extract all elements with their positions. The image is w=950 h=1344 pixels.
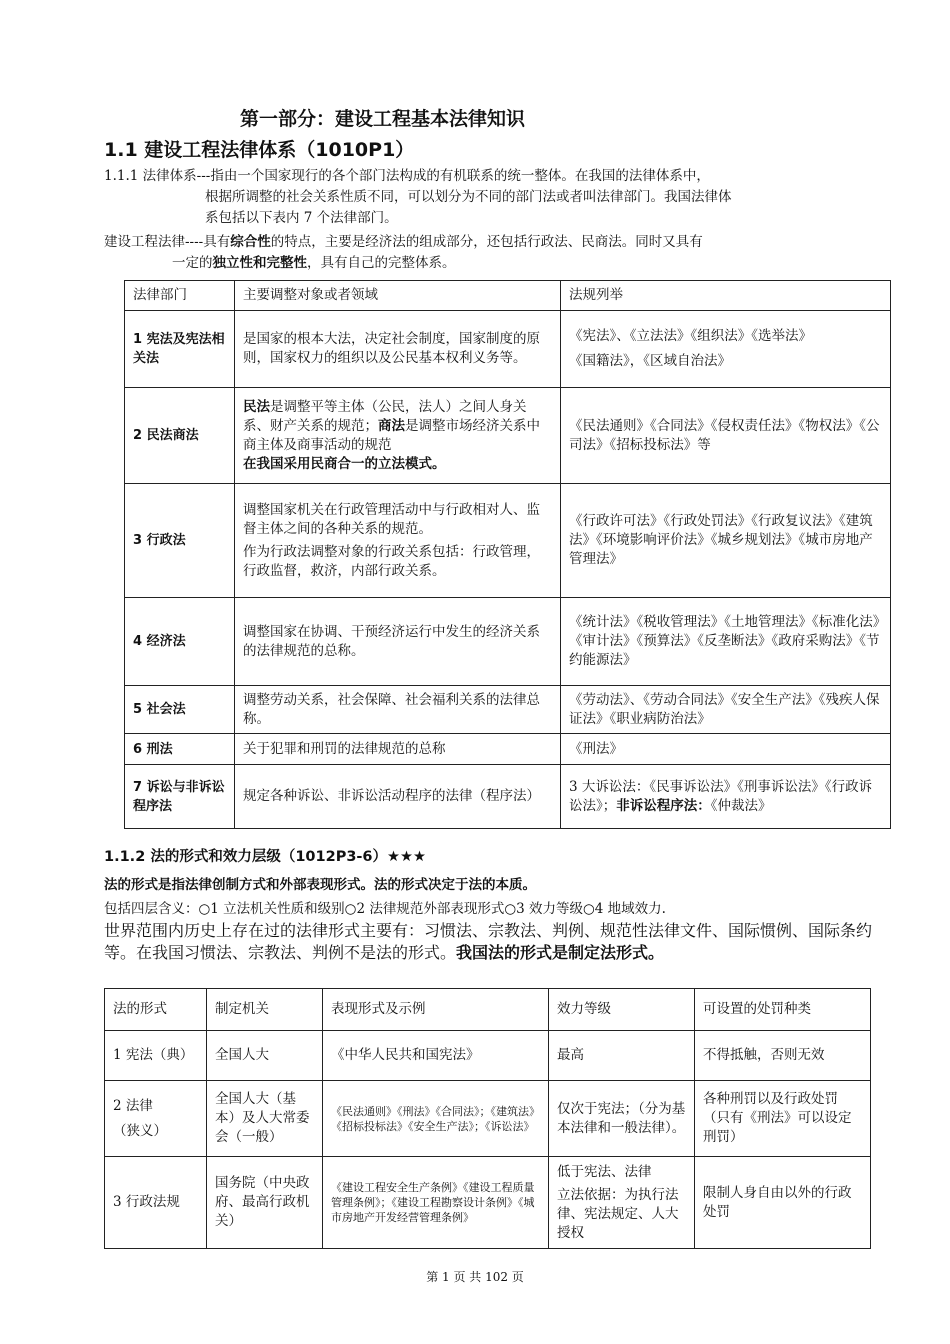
paragraph-legal-system xyxy=(104,166,874,229)
table-cell-dept: 3 行政法 xyxy=(125,484,235,598)
paragraph-line: 根据所调整的社会关系性质不同，可以划分为不同的部门法或者叫法律部门。我国法律体 xyxy=(205,189,732,205)
table-cell-scope: 调整国家在协调、干预经济运行中发生的经济关系的法律规范的总称。 xyxy=(235,598,561,686)
form-line: （狭义） xyxy=(113,1122,167,1139)
paragraph-line: 系包括以下表内 7 个法律部门。 xyxy=(205,210,398,226)
table-cell-form xyxy=(105,1081,207,1157)
table-cell-dept: 4 经济法 xyxy=(125,598,235,686)
bold-text: 法的形式 xyxy=(104,877,158,893)
table-row xyxy=(125,686,891,734)
table-cell-dept: 2 民法商法 xyxy=(125,388,235,484)
bold-text: 非诉讼程序法： xyxy=(616,797,711,814)
table-header-cell: 效力等级 xyxy=(549,989,695,1031)
table-cell-penalty: 限制人身自由以外的行政处罚 xyxy=(695,1157,871,1249)
text: 世界范围内历史上存在过的法律形式主要有：习惯法、宗教法、判例、规范性法律文件、国际惯例、国际条约等。在我国习惯法、宗教法、判例不是法的形式。 xyxy=(104,921,873,962)
table-cell-dept: 6 刑法 xyxy=(125,734,235,765)
paragraph-line xyxy=(104,253,874,274)
laws-line: 《国籍法》，《区域自治法》 xyxy=(569,353,731,369)
paragraph-line xyxy=(104,232,874,253)
level-line: 立法依据：为执行法律、宪法规定、人大授权 xyxy=(557,1186,679,1241)
page-footer: 第 1 页 共 102 页 xyxy=(426,1270,524,1284)
table-cell-dept: 5 社会法 xyxy=(125,686,235,734)
bold-text: 综合性 xyxy=(230,234,271,250)
paragraph-four-meanings: 包括四层含义：○1 立法机关性质和级别○2 法律规范外部表现形式○3 效力等级○4 地域效力. xyxy=(104,901,666,917)
table-row xyxy=(105,1157,871,1249)
table-cell-organ: 国务院（中央政府、最高行政机关） xyxy=(207,1157,323,1249)
table-header-cell: 法的形式 xyxy=(105,989,207,1031)
paragraph-historical-forms xyxy=(104,920,884,964)
table-cell-example: 《中华人民共和国宪法》 xyxy=(323,1031,549,1081)
table-cell-laws xyxy=(561,765,891,829)
table-header-cell: 制定机关 xyxy=(207,989,323,1031)
table-row xyxy=(125,484,891,598)
table-row xyxy=(105,1031,871,1081)
table-cell-laws: 《民法通则》《合同法》《侵权责任法》《物权法》《公司法》《招标投标法》等 xyxy=(561,388,891,484)
bold-text: 我国法的形式是制定法形式。 xyxy=(456,943,665,962)
bold-text: 民法 xyxy=(243,398,270,415)
bold-text: 商法 xyxy=(378,417,405,434)
table-cell-penalty: 各种刑罚以及行政处罚（只有《刑法》可以设定刑罚） xyxy=(695,1081,871,1157)
table-row xyxy=(125,734,891,765)
table-cell-scope: 关于犯罪和刑罚的法律规范的总称 xyxy=(235,734,561,765)
text: 3 大诉讼法：《民事诉讼法》《刑事诉讼法》《行政诉讼法》； xyxy=(569,778,873,814)
form-line: 2 法律 xyxy=(113,1097,153,1114)
table-row xyxy=(125,765,891,829)
bold-text: 在我国采用民商合一的立法模式。 xyxy=(243,455,446,472)
law-forms-table xyxy=(104,988,871,1249)
bold-text: 法的形式决定于法的本质。 xyxy=(374,877,536,893)
paragraph-law-form xyxy=(104,873,536,893)
table-cell-laws: 《刑法》 xyxy=(561,734,891,765)
table-cell-level: 最高 xyxy=(549,1031,695,1081)
table-row xyxy=(125,388,891,484)
page-title: 第一部分：建设工程基本法律知识 xyxy=(240,108,526,130)
table-cell-laws xyxy=(561,311,891,388)
table-cell-form: 1 宪法（典） xyxy=(105,1031,207,1081)
section-heading-1-1-2: 1.1.2 法的形式和效力层级（1012P3-6）★★★ xyxy=(104,849,427,865)
table-cell-laws: 《统计法》《税收管理法》《土地管理法》《标准化法》《审计法》《预算法》《反垄断法》《政府采购法》《节约能源法》 xyxy=(561,598,891,686)
table-cell-scope xyxy=(235,484,561,598)
text: 建设工程法律----具有 xyxy=(104,234,231,250)
paragraph-line: 1.1.1 法律体系---指由一个国家现行的各个部门法构成的有机联系的统一整体。在我国的法律体系中， xyxy=(104,168,710,184)
table-cell-organ: 全国人大（基本）及人大常委会（一般） xyxy=(207,1081,323,1157)
table-row xyxy=(105,1081,871,1157)
table-row xyxy=(125,311,891,388)
bold-text: 是指法律创制方式和外部表现形式。 xyxy=(158,877,374,893)
table-cell-laws: 《行政许可法》《行政处罚法》《行政复议法》《建筑法》《环境影响评价法》《城乡规划法》《城市房地产管理法》 xyxy=(561,484,891,598)
table-header-cell: 法律部门 xyxy=(125,281,235,311)
table-header-cell: 表现形式及示例 xyxy=(323,989,549,1031)
table-cell-scope xyxy=(235,388,561,484)
table-cell-laws: 《劳动法》、《劳动合同法》《安全生产法》《残疾人保证法》《职业病防治法》 xyxy=(561,686,891,734)
text: 《仲裁法》 xyxy=(710,797,772,814)
text: 的特点，主要是经济法的组成部分，还包括行政法、民商法。同时又具有 xyxy=(270,234,703,250)
scope-line xyxy=(243,398,552,455)
scope-line: 调整国家机关在行政管理活动中与行政相对人、监督主体之间的各种关系的规范。 xyxy=(243,501,540,537)
table-row xyxy=(125,598,891,686)
section-heading-1-1: 1.1 建设工程法律体系（1010P1） xyxy=(104,139,415,161)
laws-line: 《宪法》、《立法法》《组织法》《选举法》 xyxy=(569,328,812,344)
table-header-cell: 法规列举 xyxy=(561,281,891,311)
legal-departments-table xyxy=(124,280,891,829)
table-cell-level xyxy=(549,1157,695,1249)
text: 一定的 xyxy=(172,255,213,271)
scope-line: 作为行政法调整对象的行政关系包括：行政管理，行政监督，救济，内部行政关系。 xyxy=(243,543,540,579)
table-cell-example: 《建设工程安全生产条例》《建设工程质量管理条例》；《建设工程勘察设计条例》《城市房地产开发经营管理条例》 xyxy=(323,1157,549,1249)
text: 是调整平等主体（公民，法人）之间人身关系、财产关系的规范； xyxy=(243,398,527,434)
table-cell-penalty: 不得抵触，否则无效 xyxy=(695,1031,871,1081)
table-cell-scope: 规定各种诉讼、非诉讼活动程序的法律（程序法） xyxy=(235,765,561,829)
table-header-row xyxy=(105,989,871,1031)
table-cell-level: 仅次于宪法；（分为基本法律和一般法律）。 xyxy=(549,1081,695,1157)
table-cell-scope: 是国家的根本大法，决定社会制度，国家制度的原则，国家权力的组织以及公民基本权利义务等。 xyxy=(235,311,561,388)
table-header-row xyxy=(125,281,891,311)
table-cell-example: 《民法通则》《刑法》《合同法》；《建筑法》《招标投标法》《安全生产法》；《诉讼法》 xyxy=(323,1081,549,1157)
table-cell-form: 3 行政法规 xyxy=(105,1157,207,1249)
table-cell-scope: 调整劳动关系，社会保障、社会福利关系的法律总称。 xyxy=(235,686,561,734)
table-header-cell: 主要调整对象或者领域 xyxy=(235,281,561,311)
text: 是调整市场经济关系中商主体及商事活动的规范 xyxy=(243,417,540,453)
table-cell-dept: 1 宪法及宪法相关法 xyxy=(125,311,235,388)
table-cell-organ: 全国人大 xyxy=(207,1031,323,1081)
paragraph-construction-law xyxy=(104,232,874,274)
level-line: 低于宪法、法律 xyxy=(557,1163,652,1180)
bold-text: 独立性和完整性 xyxy=(212,255,307,271)
table-cell-dept: 7 诉讼与非诉讼程序法 xyxy=(125,765,235,829)
text: ，具有自己的完整体系。 xyxy=(307,255,456,271)
table-header-cell: 可设置的处罚种类 xyxy=(695,989,871,1031)
